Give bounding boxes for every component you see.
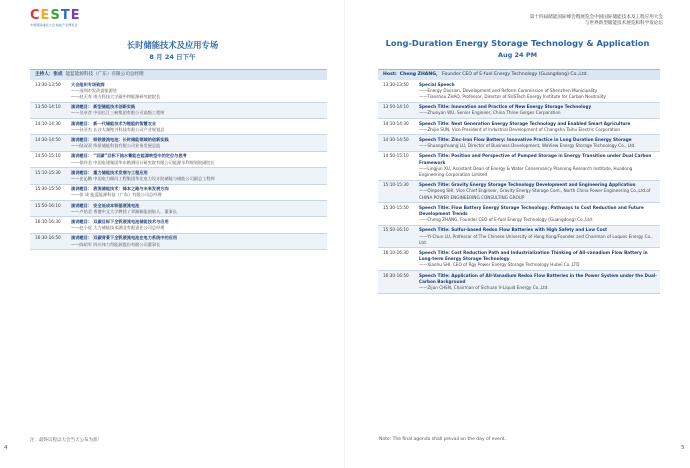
- agenda-row: [30, 185, 327, 201]
- footnote-en: Note: The final agenda shall prevail on the day of event.: [379, 437, 506, 442]
- speaker-line: [419, 127, 658, 133]
- logo-letter: S: [50, 8, 60, 23]
- agenda-row: [378, 271, 660, 294]
- agenda-time: 16:10-16:30: [35, 218, 61, 224]
- speech-label: Speech Title:: [419, 204, 450, 210]
- speech-title: 双碳目标下全钒液流电池储能技术与应用: [93, 218, 169, 224]
- agenda-body: [419, 103, 660, 118]
- agenda-row: [378, 226, 660, 249]
- agenda-body: [419, 119, 660, 134]
- speaker-line: [71, 242, 325, 248]
- agenda-time: 13:30-13:50: [35, 81, 61, 87]
- logo-letter: T: [60, 8, 70, 23]
- speaker-line: [71, 110, 325, 116]
- speech-title: Position and Perspective of Pumped Storage in Energy Transition under Dual Carbon Framework: [419, 153, 652, 165]
- agenda-body: [71, 217, 327, 232]
- agenda-time: 13:50-14:10: [35, 104, 61, 110]
- speaker-line: [71, 209, 325, 215]
- speaker-line: [71, 94, 325, 100]
- session-date-en: Aug 24 PM: [497, 51, 538, 59]
- logo-letter: E: [40, 8, 50, 23]
- speaker-info: ——Zhuoyan WU, Senior Engineer, China Three Gorges Corporation: [419, 110, 561, 116]
- speech-label: Speech Title:: [419, 272, 450, 278]
- logo-letter: C: [30, 8, 40, 23]
- agenda-row: [30, 135, 327, 151]
- agenda-body: [71, 80, 327, 102]
- speaker-info: ——Cheng ZHANG, Founder CEO of E-fuel Energy Technology (Guangdong) Co.,Ltd.: [419, 217, 594, 223]
- speaker-info: ——陈昭军 四川伟力得能源股份有限公司董事长: [71, 241, 161, 247]
- speaker-info: ——陆双双 纬景储能科技有限公司业务发展总监: [71, 143, 161, 149]
- agenda-row: [378, 103, 660, 119]
- speech-label: 演讲题目：: [71, 136, 92, 142]
- speaker-info: ——徐玲君 中国电建集团华东勘测设计研究院有限公司能源水利规划院副院长: [71, 159, 215, 165]
- agenda-time: 14:50-15:10: [35, 153, 61, 159]
- speech-title: 安全低成本锌基液流电池: [93, 202, 140, 208]
- speech-label: Speech Title:: [419, 249, 450, 255]
- agenda-body: [71, 135, 327, 150]
- speaker-line: [71, 225, 325, 231]
- agenda-time: 15:10-15:30: [383, 182, 409, 188]
- speech-label: 演讲题目：: [71, 202, 92, 208]
- speech-label: Speech Title:: [419, 153, 450, 159]
- agenda-row: [378, 248, 660, 271]
- agenda-time: 14:10-14:30: [383, 120, 409, 126]
- speaker-line: [419, 262, 658, 268]
- agenda-row: [378, 181, 660, 204]
- agenda-row: [378, 152, 660, 181]
- agenda-time: 15:50-16:10: [383, 227, 409, 233]
- speaker-info: ——孙亚杰 长沙太湖锂谷科技有限公司产业规划总: [71, 126, 165, 132]
- agenda-time: 14:10-14:30: [35, 120, 61, 126]
- agenda-row: [378, 135, 660, 151]
- cestc-logo: [30, 9, 82, 31]
- logo-subtitle: 中国国际储能大会·储能产业博览会: [30, 23, 78, 27]
- speech-label: 演讲题目：: [71, 104, 92, 110]
- speaker-info: ——Zhijie SUN, Vice President of Industrial Development of Changsha Taihu Electric Corporation: [419, 126, 621, 132]
- speech-label: Speech Title:: [419, 104, 450, 110]
- speech-title: Application of All-Vanadium Redox Flow Batteries in the Power System under the Dual-Carbon Background: [419, 272, 657, 284]
- speech-label: 演讲题目：: [71, 169, 92, 175]
- speech-title: Zinc-iron Flow Battery: Innovative Practice in Long Duration Energy Storage: [451, 136, 632, 142]
- speech-title: Innovation and Practice of New Energy Storage Technology: [451, 104, 592, 110]
- speaker-line: [419, 166, 658, 178]
- page-number-left: 4: [4, 445, 8, 451]
- speech-label: Speech Title:: [419, 227, 450, 233]
- agenda-body: [419, 226, 660, 248]
- speaker-info: ——Energy Division, Development and Reform Commission of Shenzhen Municipality: [419, 87, 598, 93]
- agenda-row: [30, 152, 327, 168]
- agenda-body: [71, 103, 327, 118]
- agenda-row: [378, 80, 660, 103]
- agenda-table-en: [378, 69, 660, 294]
- speaker-info: ——Lingjun XU, Assistant Dean of Energy & Water Conservancy Planning Research Institute, Huadong Engineering Corporation Limited: [419, 165, 633, 177]
- speech-title: Sulfur-based Redox Flow Batteries with High Safety and Low Cost: [451, 227, 607, 233]
- host-row-en: [378, 70, 660, 80]
- speaker-line: [419, 217, 658, 223]
- speaker-info: ——赵小虎 大力储能技术湖北有限责任公司总经理: [71, 225, 165, 231]
- speaker-info: ——Shuangshuang LU, Director of Business Development, WeView Energy Storage Technology Co., Ltd.: [419, 143, 636, 149]
- speech-title: Flow Battery Energy Storage Technology: Pathways to Cost Reduction and Future Development Trends: [419, 204, 644, 216]
- agenda-row: [30, 80, 327, 103]
- host-org: Founder CEO of E-fuel Energy Technology (Guangdong) Co.,Ltd.: [442, 72, 589, 77]
- speech-label: 大会组织专场致辞: [71, 81, 105, 87]
- agenda-time: 15:10-15:30: [35, 169, 61, 175]
- agenda-row: [30, 168, 327, 184]
- agenda-row: [378, 203, 660, 226]
- agenda-time: 14:30-14:50: [35, 136, 61, 142]
- host-name: Cheng ZHANG，: [399, 72, 441, 77]
- agenda-time: 16:30-16:50: [35, 235, 61, 241]
- speaker-line: [419, 94, 658, 100]
- agenda-body: [419, 181, 660, 203]
- agenda-body: [419, 152, 660, 180]
- speech-title: 新型储能技术创新实践: [93, 104, 136, 110]
- session-title-cn: 长时储能技术及应用专场: [126, 40, 219, 50]
- agenda-body: [71, 168, 327, 183]
- speaker-line: [71, 143, 325, 149]
- speech-title: 双碳背景下全钒液流电池在电力系统中的应用: [93, 235, 178, 241]
- agenda-body: [419, 248, 660, 270]
- agenda-body: [419, 203, 660, 225]
- agenda-time: 16:10-16:30: [383, 249, 409, 255]
- speaker-info: ——吴卓彦 中国长江三峡集团有限公司高级工程师: [71, 110, 165, 116]
- agenda-row: [30, 119, 327, 135]
- speaker-info: ——张 成 能蓝能源科技（广东）有限公司总经理: [71, 192, 162, 198]
- speaker-info: ——赵天寿 南方科技大学碳中和能源研究院院长: [71, 93, 161, 99]
- speaker-line: [419, 110, 658, 116]
- speaker-line: [71, 127, 325, 133]
- speaker-info: ——Xiaohu SHI, CEO of Rgy Power Energy Storage Technology Hubei Co.,LTD: [419, 262, 580, 268]
- agenda-time: 14:50-15:10: [383, 153, 409, 159]
- speaker-info: ——史沁鹏 中国电力顾问工程集团华北电力设计院储能与储能公司副总工程师: [71, 175, 215, 181]
- speech-title-line: [419, 205, 658, 217]
- speaker-info: ——Qinpeng SHI, Vice Chief Engineer, Gravity Energy Storage Com., North China Power Engineering Co.,Ltd.of CHINA POWER ENGINEERING CONSULTING GROUP: [419, 188, 651, 200]
- agenda-body: [71, 201, 327, 216]
- agenda-time: 16:30-16:50: [383, 272, 409, 278]
- agenda-time: 15:30-15:50: [383, 204, 409, 210]
- speaker-line: [419, 234, 658, 246]
- agenda-body: [419, 271, 660, 293]
- speaker-info: ——卢怡君 香港中文大学教授 / 翠湖新能创始人、董事长: [71, 208, 177, 214]
- speaker-line: [71, 160, 325, 166]
- agenda-row: [30, 234, 327, 250]
- agenda-row: [378, 119, 660, 135]
- agenda-time: 14:30-14:50: [383, 136, 409, 142]
- event-title: [530, 15, 663, 27]
- speech-label: Speech Title:: [419, 182, 450, 188]
- agenda-time: 13:30-13:50: [383, 81, 409, 87]
- speaker-line: [71, 192, 325, 198]
- speaker-info: ——深圳市发改委能源处: [71, 87, 118, 93]
- session-title-en: Long-Duration Energy Storage Technology & Application: [385, 38, 650, 48]
- speech-title: Next Generation Energy Storage Technology and Enabled Smart Agriculture: [451, 120, 631, 126]
- speech-label: 演讲题目：: [71, 235, 92, 241]
- speech-title-line: [419, 273, 658, 285]
- speech-label: Speech Title:: [419, 120, 450, 126]
- speaker-info: ——Yi-Chun LU, Professor of The Chinese University of Hong Kong/Founder and Chairman of Luquos Energy Co., Ltd.: [419, 233, 653, 245]
- speaker-info: ——Zijun CHEN, Chairman of Sichuan V-Liquid Energy Co.,Ltd.: [419, 284, 549, 290]
- host-label: 主持人：: [35, 72, 54, 77]
- agenda-row: [30, 103, 327, 119]
- speaker-line: [419, 143, 658, 149]
- host-org: 能蓝能源科技（广东）有限公司总经理: [65, 72, 144, 77]
- speech-title: 液流储能技术：降本之路与未来发展方向: [93, 186, 169, 192]
- speech-title: Cost Reduction Path and Industrialization Thinking of All-vanadium Flow Battery in Long-term Energy Storage Technology: [419, 249, 648, 262]
- agenda-time: 15:50-16:10: [35, 202, 61, 208]
- footnote-cn: 注：最终议程以大会当天公布为准！: [30, 438, 102, 443]
- speaker-info: ——Tianshou ZHAO, Professor, Director of SUSTech Energy Institute for Carbon Neutrality: [419, 93, 606, 99]
- speaker-line: [419, 285, 658, 291]
- event-title-line2: 与世界新型储能技术展览和科学发论坛: [584, 21, 663, 26]
- agenda-row: [30, 201, 327, 217]
- agenda-table-cn: [30, 69, 327, 250]
- page-number-right: 5: [681, 445, 685, 451]
- host-label: Host:: [383, 72, 397, 77]
- speaker-line: [71, 176, 325, 182]
- speech-label: 演讲题目：: [71, 153, 92, 159]
- agenda-body: [71, 152, 327, 167]
- agenda-time: 15:30-15:50: [35, 186, 61, 192]
- agenda-body: [419, 80, 660, 102]
- speech-title-line: [419, 250, 658, 262]
- speech-title: 重力储能技术发展与工程应用: [93, 169, 148, 175]
- speech-title: Gravity Energy Storage Technology Development and Engineering Application: [451, 182, 636, 188]
- speech-title: “双碳”目标下抽水蓄能在能源转型中的定位与思考: [93, 153, 187, 159]
- agenda-body: [419, 135, 660, 150]
- host-name: 张成: [53, 72, 63, 77]
- host-row-cn: [30, 70, 327, 80]
- session-date-cn: 8 月 24 日下午: [149, 53, 196, 61]
- logo-letter: E: [70, 8, 80, 23]
- agenda-row: [30, 217, 327, 233]
- speech-title: 锌铁液流电池：长时储能领域的创新实践: [93, 136, 169, 142]
- speech-title: 新一代储能技术为锂能的智慧农业: [93, 120, 157, 126]
- speech-label: 演讲题目：: [71, 218, 92, 224]
- speech-label: Speech Title:: [419, 136, 450, 142]
- speaker-line: [419, 188, 658, 200]
- event-title-line1: 第十四届储能国际峰会暨展览会中国国际储能技术及工程应用大会: [529, 15, 663, 20]
- agenda-body: [71, 185, 327, 200]
- agenda-body: [71, 119, 327, 134]
- speech-label: Special Speech: [419, 81, 455, 87]
- agenda-body: [71, 234, 327, 249]
- speech-title-line: [419, 153, 658, 165]
- speech-label: 演讲题目：: [71, 120, 92, 126]
- agenda-time: 13:50-14:10: [383, 104, 409, 110]
- speech-label: 演讲题目：: [71, 186, 92, 192]
